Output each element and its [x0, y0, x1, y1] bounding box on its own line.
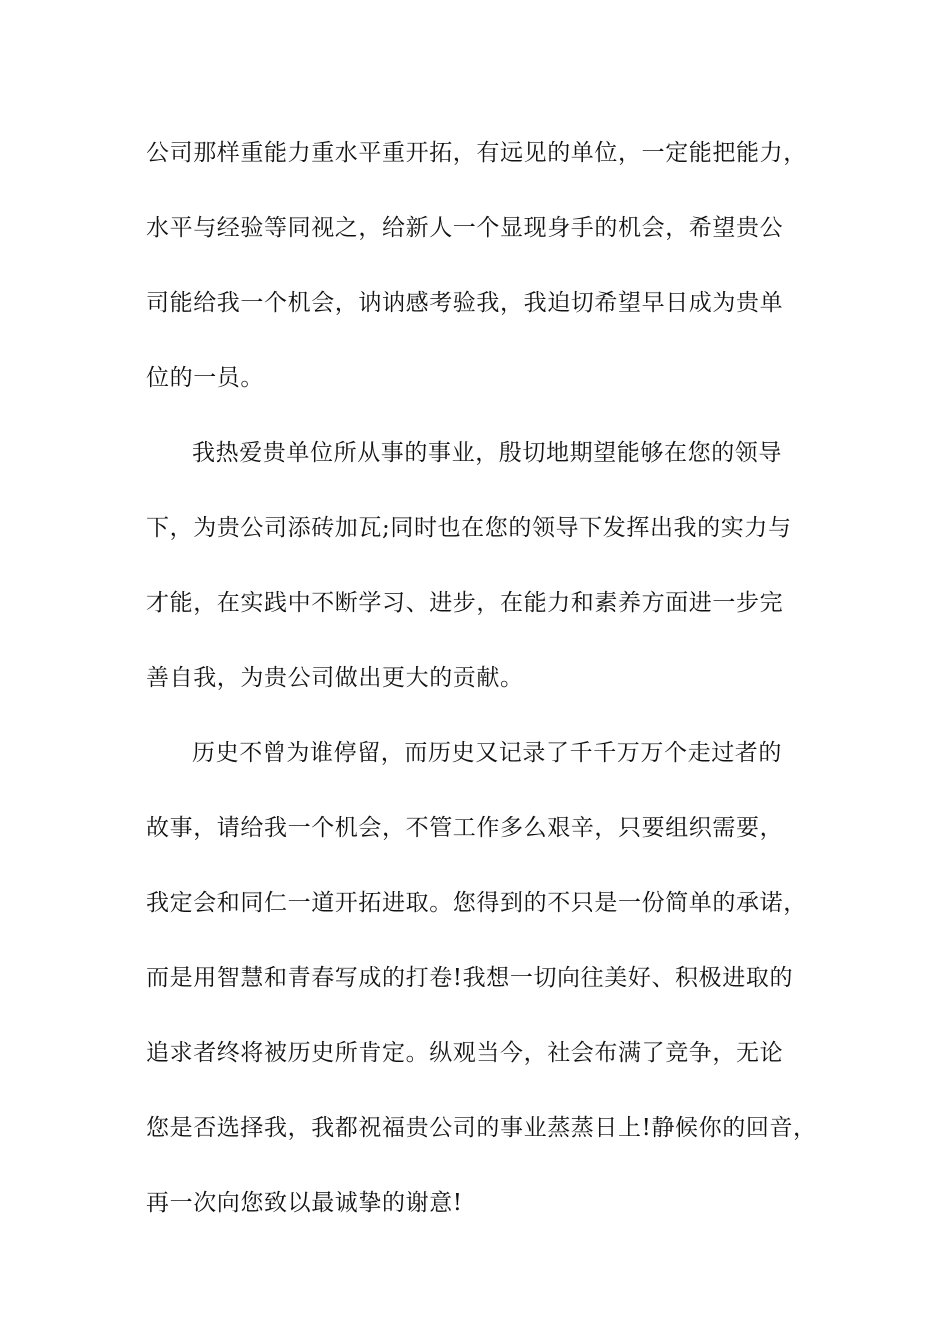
paragraph-2-line-2: 下，为贵公司添砖加瓦;同时也在您的领导下发挥出我的实力与 — [146, 515, 792, 541]
paragraph-3-line-6: 您是否选择我，我都祝福贵公司的事业蒸蒸日上!静候你的回音， — [146, 1115, 817, 1141]
paragraph-3-line-2: 故事，请给我一个机会，不管工作多么艰辛，只要组织需要， — [146, 815, 784, 841]
paragraph-1-line-1: 公司那样重能力重水平重开拓，有远见的单位，一定能把能力， — [146, 140, 807, 166]
paragraph-2-line-4: 善自我，为贵公司做出更大的贡献。 — [146, 665, 524, 691]
paragraph-1-line-4: 位的一员。 — [146, 365, 264, 391]
paragraph-3-line-7: 再一次向您致以最诚挚的谢意! — [146, 1190, 463, 1216]
paragraph-3-line-5: 追求者终将被历史所肯定。纵观当今，社会布满了竞争，无论 — [146, 1040, 784, 1066]
paragraph-1-line-3: 司能给我一个机会，讷讷感考验我，我迫切希望早日成为贵单 — [146, 290, 784, 316]
paragraph-3-line-1: 历史不曾为谁停留，而历史又记录了千千万万个走过者的 — [192, 740, 782, 766]
paragraph-1-line-2: 水平与经验等同视之，给新人一个显现身手的机会，希望贵公 — [146, 215, 784, 241]
paragraph-3-line-3: 我定会和同仁一道开拓进取。您得到的不只是一份简单的承诺， — [146, 890, 807, 916]
paragraph-3-line-4: 而是用智慧和青春写成的打卷!我想一切向往美好、积极进取的 — [146, 965, 794, 991]
paragraph-2-line-1: 我热爱贵单位所从事的事业，殷切地期望能够在您的领导 — [192, 440, 782, 466]
paragraph-2-line-3: 才能，在实践中不断学习、进步，在能力和素养方面进一步完 — [146, 590, 784, 616]
